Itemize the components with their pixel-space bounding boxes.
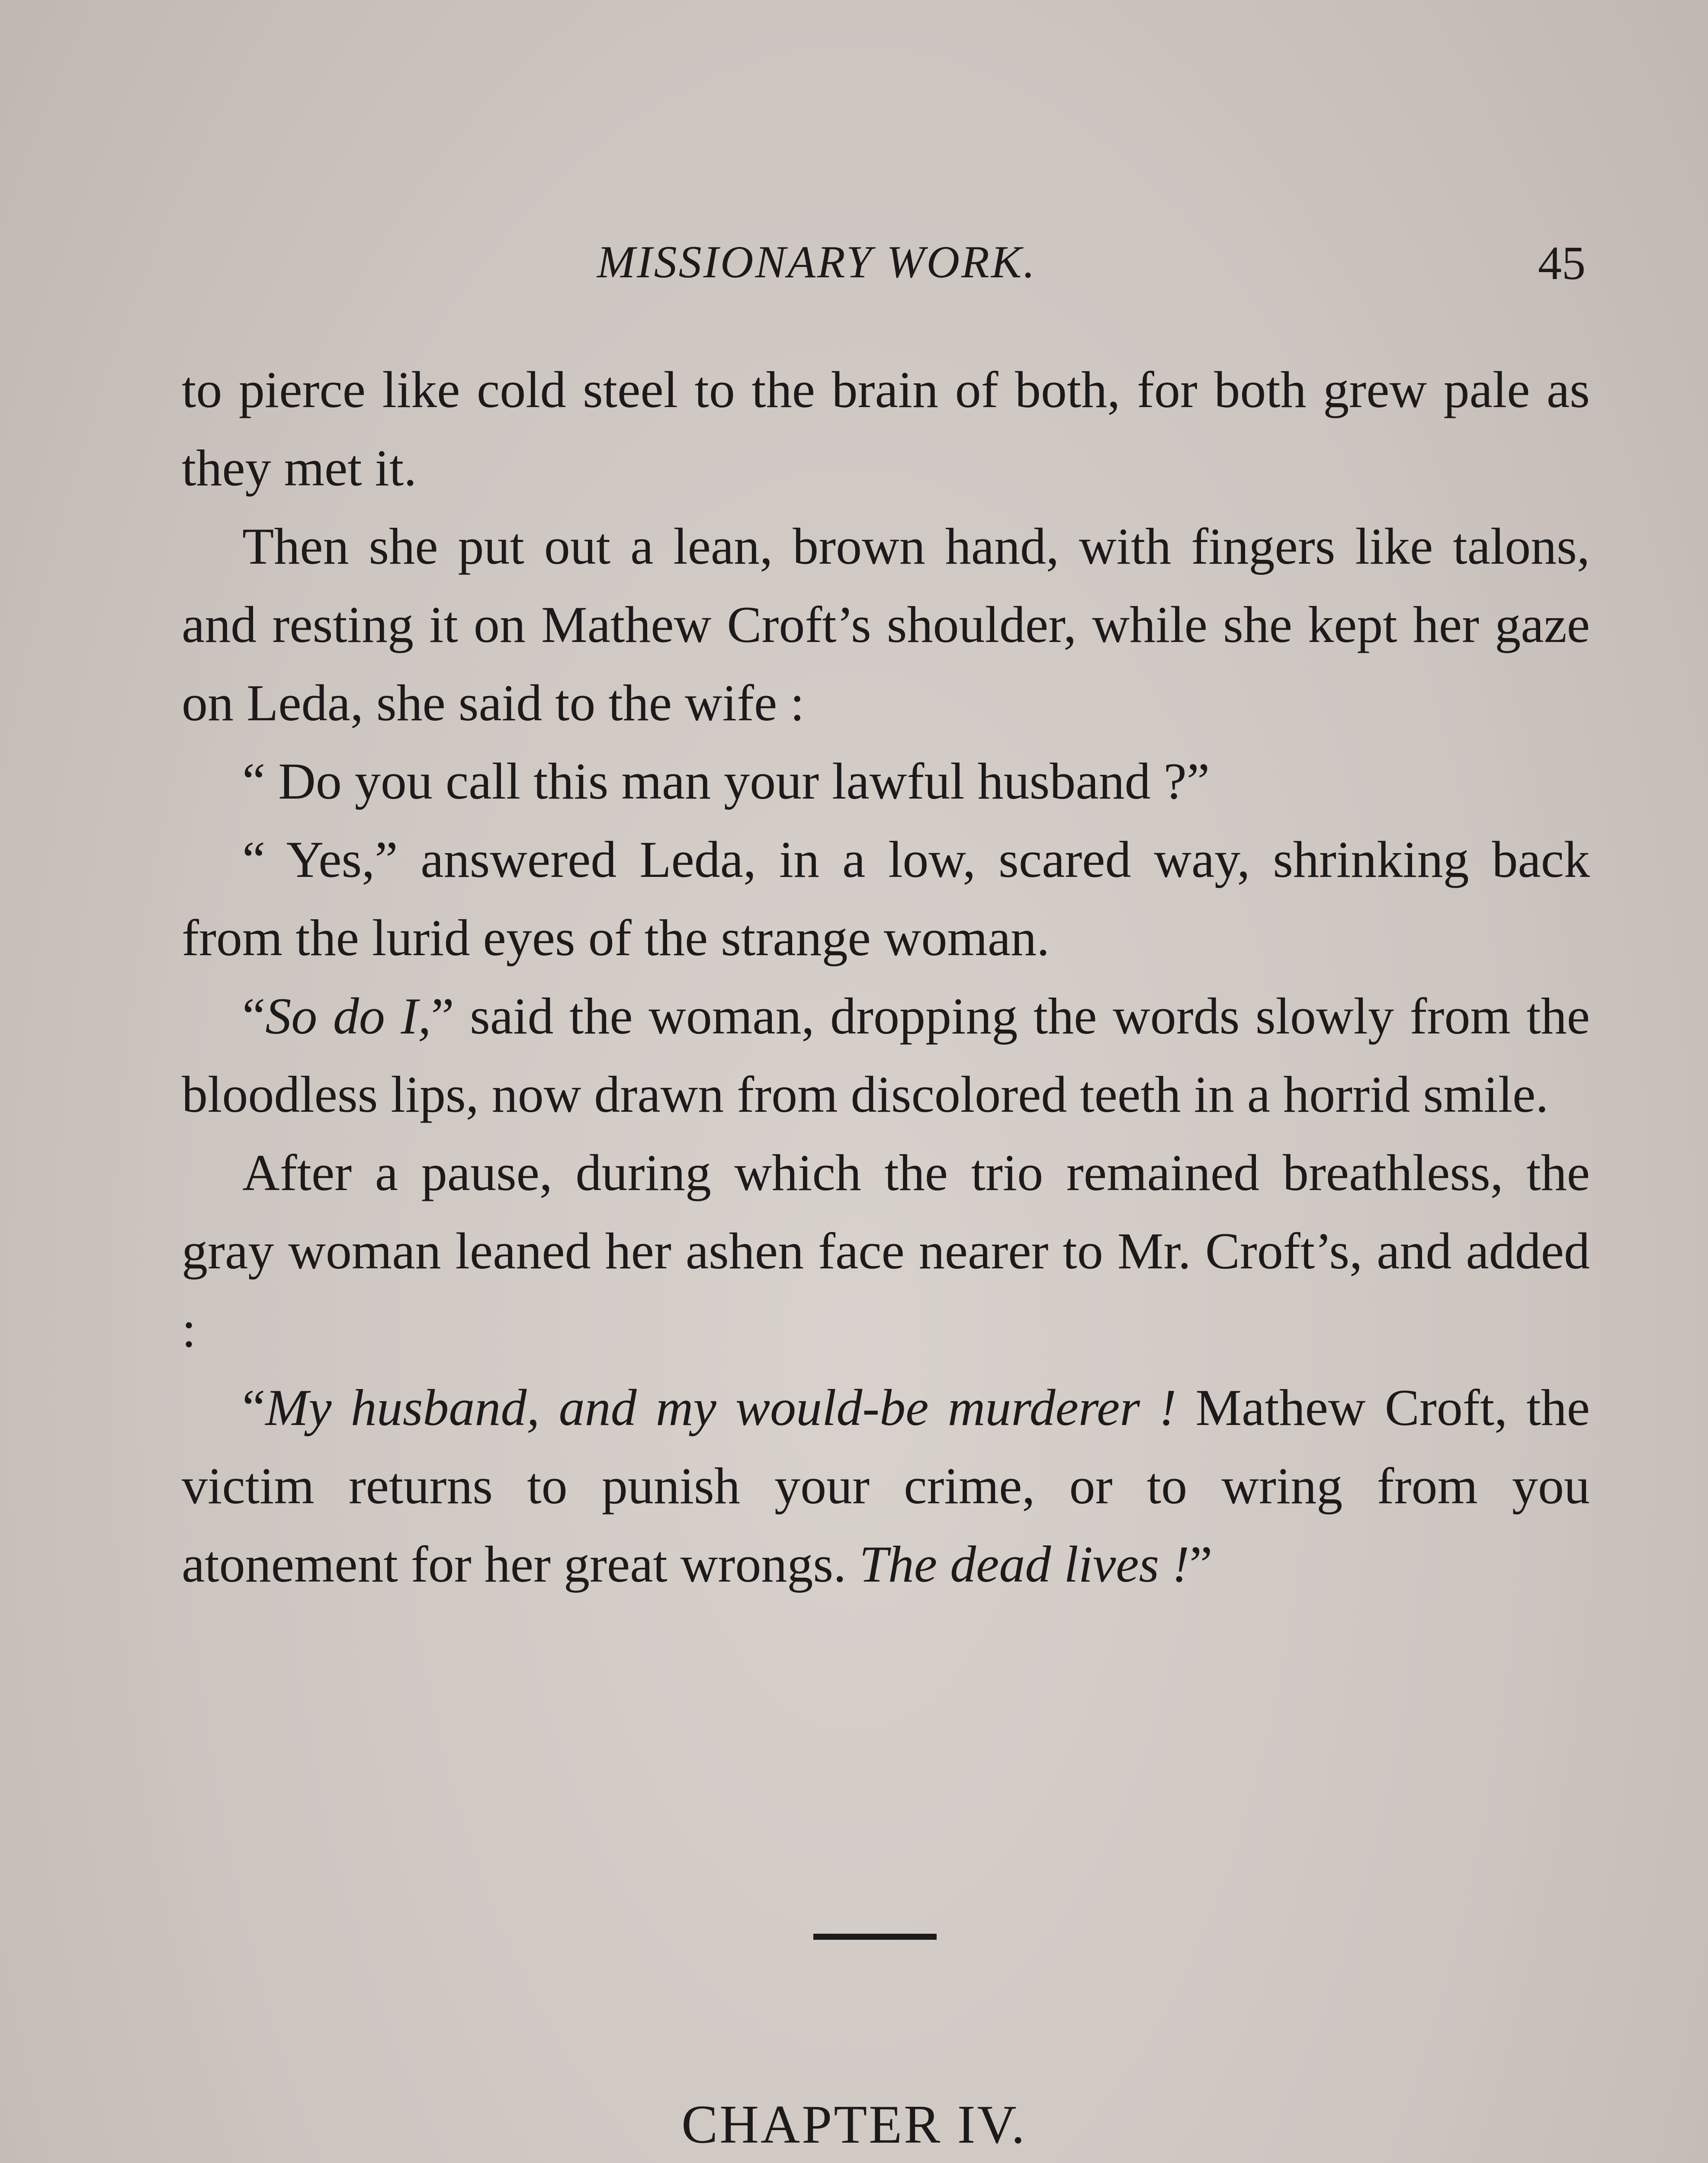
paragraph: After a pause, during which the trio remained breathless, the gray woman leaned her ashen face nearer to Mr. Croft’s, and added : xyxy=(182,1144,1590,1358)
page-number: 45 xyxy=(1538,237,1586,289)
paragraph: to pierce like cold steel to the brain of both, for both grew pale as they met it. xyxy=(182,361,1590,497)
paragraph: “ Do you call this man your lawful husband ?” xyxy=(242,752,1210,810)
chapter-title: CHAPTER IV. xyxy=(681,2095,1027,2155)
paragraph xyxy=(182,1368,1590,1603)
italic-quote-end: The dead lives ! xyxy=(859,1535,1190,1593)
page-header xyxy=(182,236,1586,296)
paragraph xyxy=(182,977,1590,1133)
quote-close: ” xyxy=(1189,1535,1213,1593)
paragraph: Then she put out a lean, brown hand, with fingers like talons, and resting it on Mathew Croft’s shoulder, while she kept her gaze on Leda, she said to the wife : xyxy=(182,517,1590,732)
paragraph: “ Yes,” answered Leda, in a low, scared way, shrinking back from the lurid eyes of the strange woman. xyxy=(182,831,1590,966)
section-divider xyxy=(813,1934,937,1940)
quote-open: “ xyxy=(242,1379,266,1436)
quote-open: “ xyxy=(242,987,266,1045)
italic-quote: My husband, and my would-be murderer ! xyxy=(265,1379,1177,1436)
body-text xyxy=(182,350,1590,1603)
paragraph-text: ” said the woman, dropping the words slowly from the bloodless lips, now drawn from discolored teeth in a horrid smile. xyxy=(182,987,1590,1123)
italic-quote: So do I, xyxy=(265,987,431,1045)
running-head: MISSIONARY WORK. xyxy=(597,237,1037,287)
paragraph-text: Mathew Croft, the victim returns to punish your crime, or to wring from you atonement for her great wrongs. xyxy=(182,1379,1590,1593)
